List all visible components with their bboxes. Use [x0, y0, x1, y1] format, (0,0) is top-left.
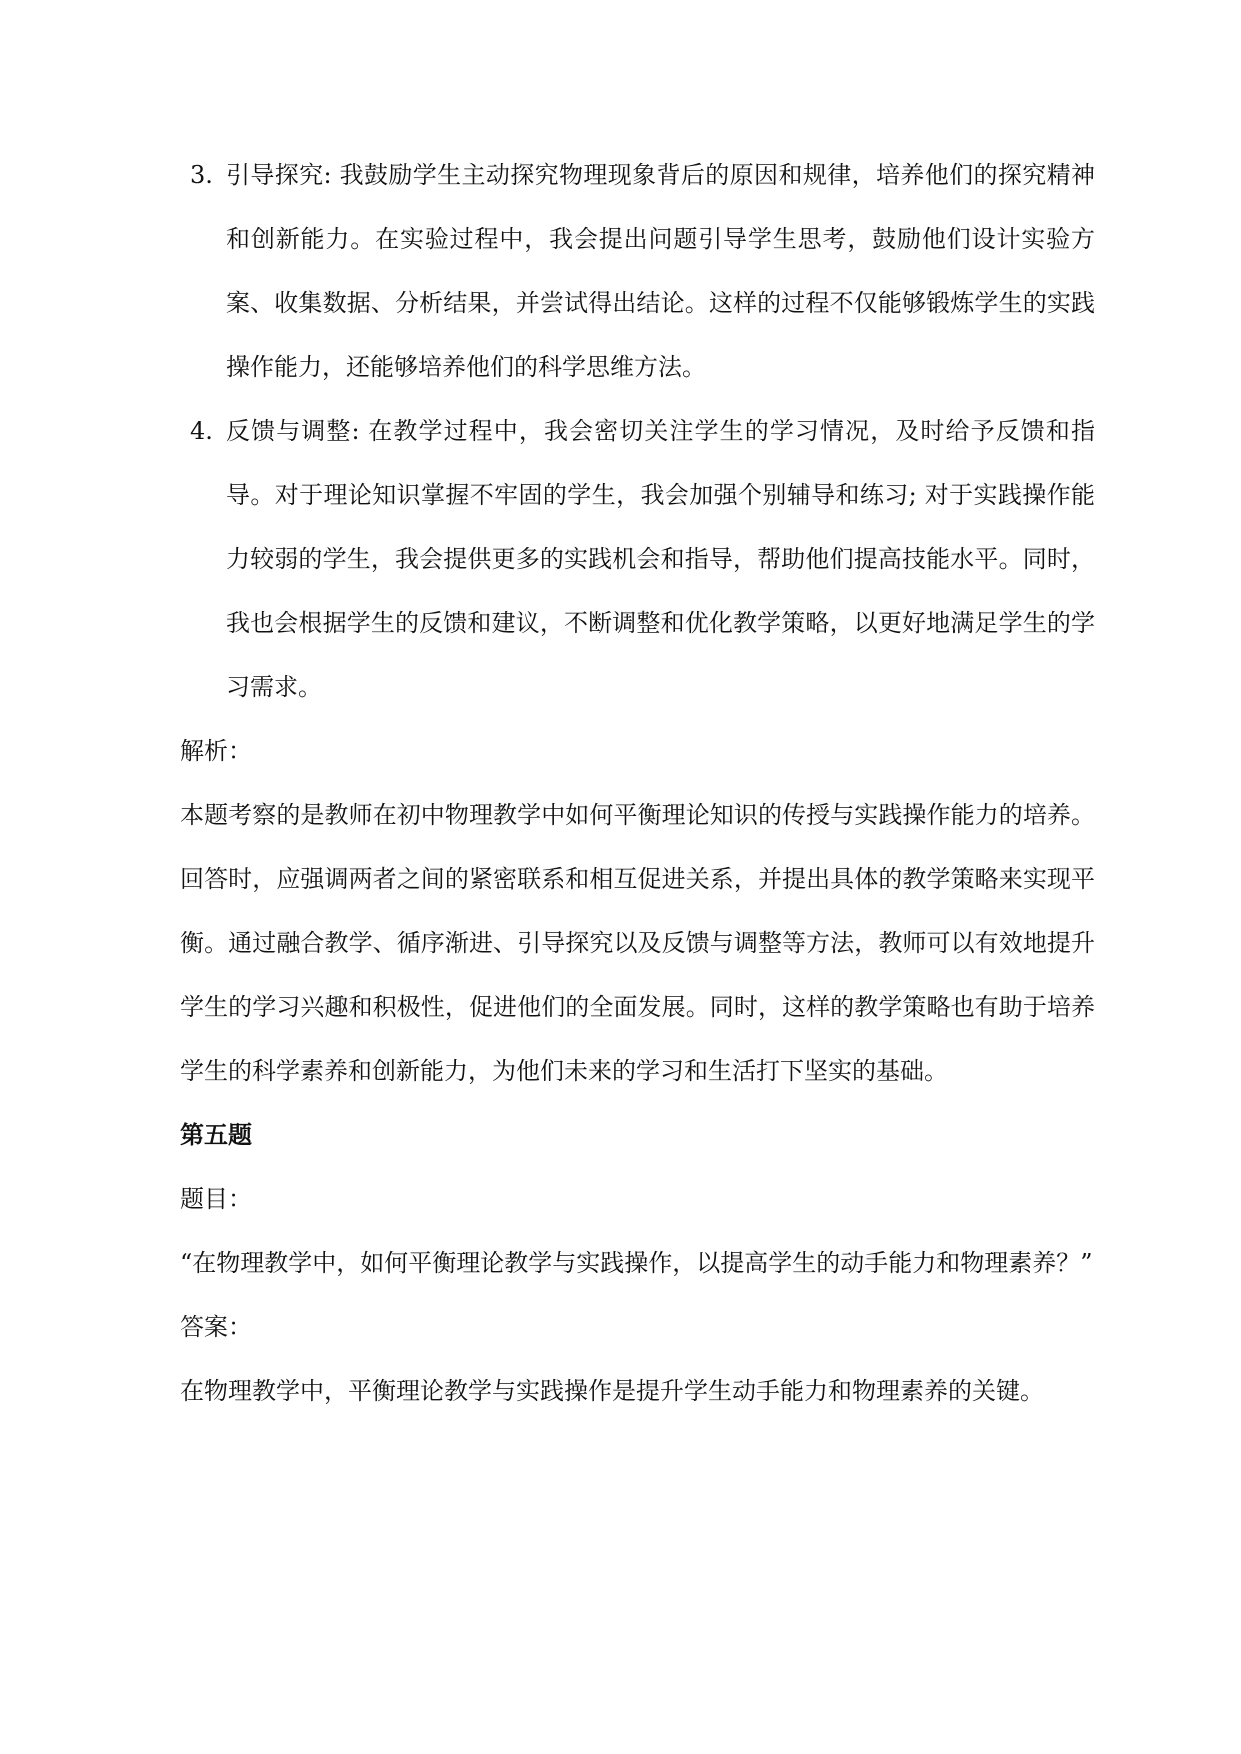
list-text: 我鼓励学生主动探究物理现象背后的原因和规律，培养他们的探究精神和创新能力。在实验过程中，我会提出问题引导学生思考，鼓励他们设计实验方案、收集数据、分析结果，并尝试得出结论。这样的过程不仅能够锻炼学生的实践操作能力，还能够培养他们的科学思维方法。 [226, 161, 1095, 381]
list-item-4 [190, 399, 1095, 719]
question-text: “在物理教学中，如何平衡理论教学与实践操作，以提高学生的动手能力和物理素养？” [180, 1249, 1093, 1277]
analysis-label: 解析： [180, 737, 252, 765]
list-number: 3. [190, 161, 213, 189]
answer-text: 在物理教学中，平衡理论教学与实践操作是提升学生动手能力和物理素养的关键。 [180, 1377, 1044, 1405]
section-heading: 第五题 [180, 1121, 252, 1149]
list-number: 4. [190, 417, 213, 445]
page-content [180, 143, 1095, 1423]
list-item-3 [190, 143, 1095, 399]
answer-label: 答案： [180, 1313, 252, 1341]
list-text: 在教学过程中，我会密切关注学生的学习情况，及时给予反馈和指导。对于理论知识掌握不牢固的学生，我会加强个别辅导和练习; 对于实践操作能力较弱的学生，我会提供更多的实践机会和指导，帮助他们提高技能水平。同时，我也会根据学生的反馈和建议，不断调整和优化教学策略，以更好地满足学生的学习需求。 [226, 417, 1095, 701]
analysis-text: 本题考察的是教师在初中物理教学中如何平衡理论知识的传授与实践操作能力的培养。回答时，应强调两者之间的紧密联系和相互促进关系，并提出具体的教学策略来实现平衡。通过融合教学、循序渐进、引导探究以及反馈与调整等方法，教师可以有效地提升学生的学习兴趣和积极性，促进他们的全面发展。同时，这样的教学策略也有助于培养学生的科学素养和创新能力，为他们未来的学习和生活打下坚实的基础。 [180, 801, 1095, 1085]
list-term: 引导探究: [226, 161, 332, 189]
question-label: 题目： [180, 1185, 252, 1213]
list-term: 反馈与调整: [226, 417, 360, 445]
